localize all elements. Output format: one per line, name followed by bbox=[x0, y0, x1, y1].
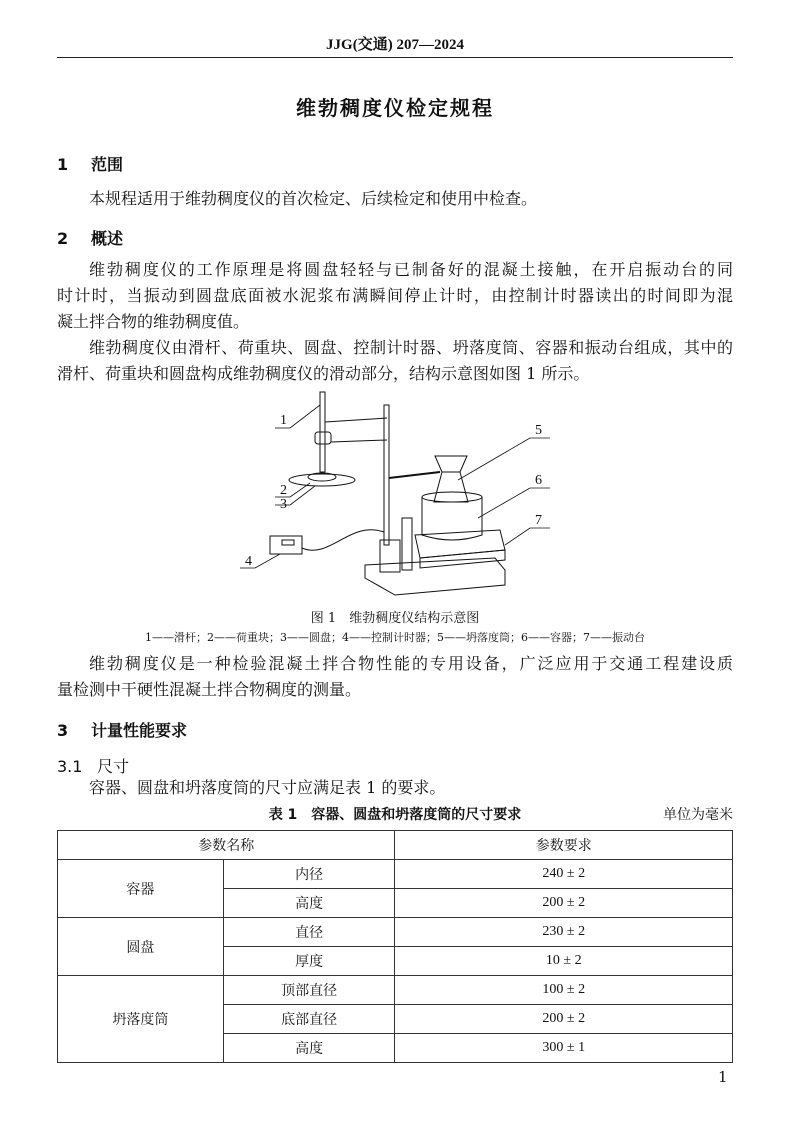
paragraph-line: 滑杆、荷重块和圆盘构成维勃稠度仪的滑动部分，结构示意图如图 1 所示。 bbox=[57, 364, 590, 383]
table-unit: 单位为毫米 bbox=[663, 807, 733, 823]
paragraph-line: 时计时，当振动到圆盘底面被水泥浆布满瞬间停止计时，由控制计时器读出的时间即为混 bbox=[57, 286, 733, 305]
section-1-heading bbox=[57, 152, 123, 175]
section-title: 范围 bbox=[91, 155, 124, 174]
support-column bbox=[384, 405, 389, 545]
section-title: 计量性能要求 bbox=[91, 721, 188, 740]
figure-label-2: 2 bbox=[280, 483, 287, 498]
param-cell: 厚度 bbox=[223, 947, 395, 976]
section-2-heading bbox=[57, 226, 123, 249]
section-title: 尺寸 bbox=[97, 757, 130, 776]
value-cell: 200 ± 2 bbox=[395, 889, 733, 918]
figure-caption: 图 1 维勃稠度仪结构示意图 bbox=[310, 611, 480, 626]
header-rule bbox=[57, 57, 733, 58]
section-title: 概述 bbox=[91, 229, 124, 248]
timer-display bbox=[282, 540, 294, 545]
figure-label-6: 6 bbox=[535, 473, 542, 488]
paragraph-line: 维勃稠度仪是一种检验混凝土拌合物性能的专用设备，广泛应用于交通工程建设质 bbox=[89, 654, 733, 673]
paragraph-line: 量检测中干硬性混凝土拌合物稠度的测量。 bbox=[57, 680, 362, 699]
arm-cone bbox=[389, 472, 440, 478]
figure-legend: 1——滑杆；2——荷重块；3——圆盘；4——控制计时器；5——坍落度筒；6——容器；7——振动台 bbox=[145, 631, 645, 644]
figure-label-5: 5 bbox=[535, 423, 542, 438]
dimension-table bbox=[57, 830, 733, 1063]
figure-label-1: 1 bbox=[280, 413, 287, 428]
section-number: 2 bbox=[57, 229, 69, 248]
group-cell: 坍落度筒 bbox=[58, 976, 224, 1063]
figure-label-3: 3 bbox=[280, 497, 287, 512]
vibrator-housing bbox=[380, 540, 400, 572]
page-title: 维勃稠度仪检定规程 bbox=[296, 96, 494, 120]
cone-hopper bbox=[435, 456, 467, 472]
arm-mid bbox=[331, 440, 387, 442]
param-cell: 直径 bbox=[223, 918, 395, 947]
section-number: 3.1 bbox=[57, 757, 83, 776]
page-number: 1 bbox=[718, 1068, 728, 1086]
table-row bbox=[58, 918, 733, 947]
value-cell: 240 ± 2 bbox=[395, 860, 733, 889]
param-cell: 内径 bbox=[223, 860, 395, 889]
group-cell: 圆盘 bbox=[58, 918, 224, 976]
value-cell: 300 ± 1 bbox=[395, 1034, 733, 1063]
load-weight bbox=[315, 432, 331, 444]
header-cell: 参数名称 bbox=[58, 831, 395, 860]
document-code-header: JJG(交通) 207—2024 bbox=[326, 37, 464, 53]
group-cell: 容器 bbox=[58, 860, 224, 918]
section-number: 3 bbox=[57, 721, 69, 740]
table-header-row bbox=[58, 831, 733, 860]
figure-label-7: 7 bbox=[535, 513, 542, 528]
figure-label-4: 4 bbox=[245, 554, 252, 569]
value-cell: 100 ± 2 bbox=[395, 976, 733, 1005]
table-caption: 表 1 容器、圆盘和坍落度筒的尺寸要求 bbox=[268, 807, 522, 823]
container-rim bbox=[422, 492, 482, 502]
cable bbox=[302, 530, 384, 551]
table-row bbox=[58, 860, 733, 889]
vebe-apparatus-figure bbox=[230, 390, 580, 600]
param-cell: 高度 bbox=[223, 889, 395, 918]
value-cell: 10 ± 2 bbox=[395, 947, 733, 976]
param-cell: 底部直径 bbox=[223, 1005, 395, 1034]
slump-cone bbox=[434, 472, 468, 502]
value-cell: 200 ± 2 bbox=[395, 1005, 733, 1034]
section-3-heading bbox=[57, 718, 187, 741]
paragraph-line: 维勃稠度仪的工作原理是将圆盘轻轻与已制备好的混凝土接触，在开启振动台的同 bbox=[89, 260, 733, 279]
value-cell: 230 ± 2 bbox=[395, 918, 733, 947]
header-cell: 参数要求 bbox=[395, 831, 733, 860]
param-cell: 高度 bbox=[223, 1034, 395, 1063]
paragraph-line: 凝土拌合物的维勃稠度值。 bbox=[57, 312, 250, 331]
table-row bbox=[58, 976, 733, 1005]
disc bbox=[289, 474, 355, 486]
section-3-1-heading bbox=[57, 754, 129, 777]
section-number: 1 bbox=[57, 155, 69, 174]
paragraph-line: 本规程适用于维勃稠度仪的首次检定、后续检定和使用中检查。 bbox=[89, 189, 538, 208]
base bbox=[365, 558, 505, 595]
container bbox=[422, 497, 482, 540]
arm-top bbox=[325, 418, 387, 422]
paragraph-line: 维勃稠度仪由滑杆、荷重块、圆盘、控制计时器、坍落度筒、容器和振动台组成，其中的 bbox=[89, 338, 733, 357]
param-cell: 顶部直径 bbox=[223, 976, 395, 1005]
paragraph-line: 容器、圆盘和坍落度筒的尺寸应满足表 1 的要求。 bbox=[89, 778, 446, 797]
vibration-table-side bbox=[420, 550, 505, 568]
